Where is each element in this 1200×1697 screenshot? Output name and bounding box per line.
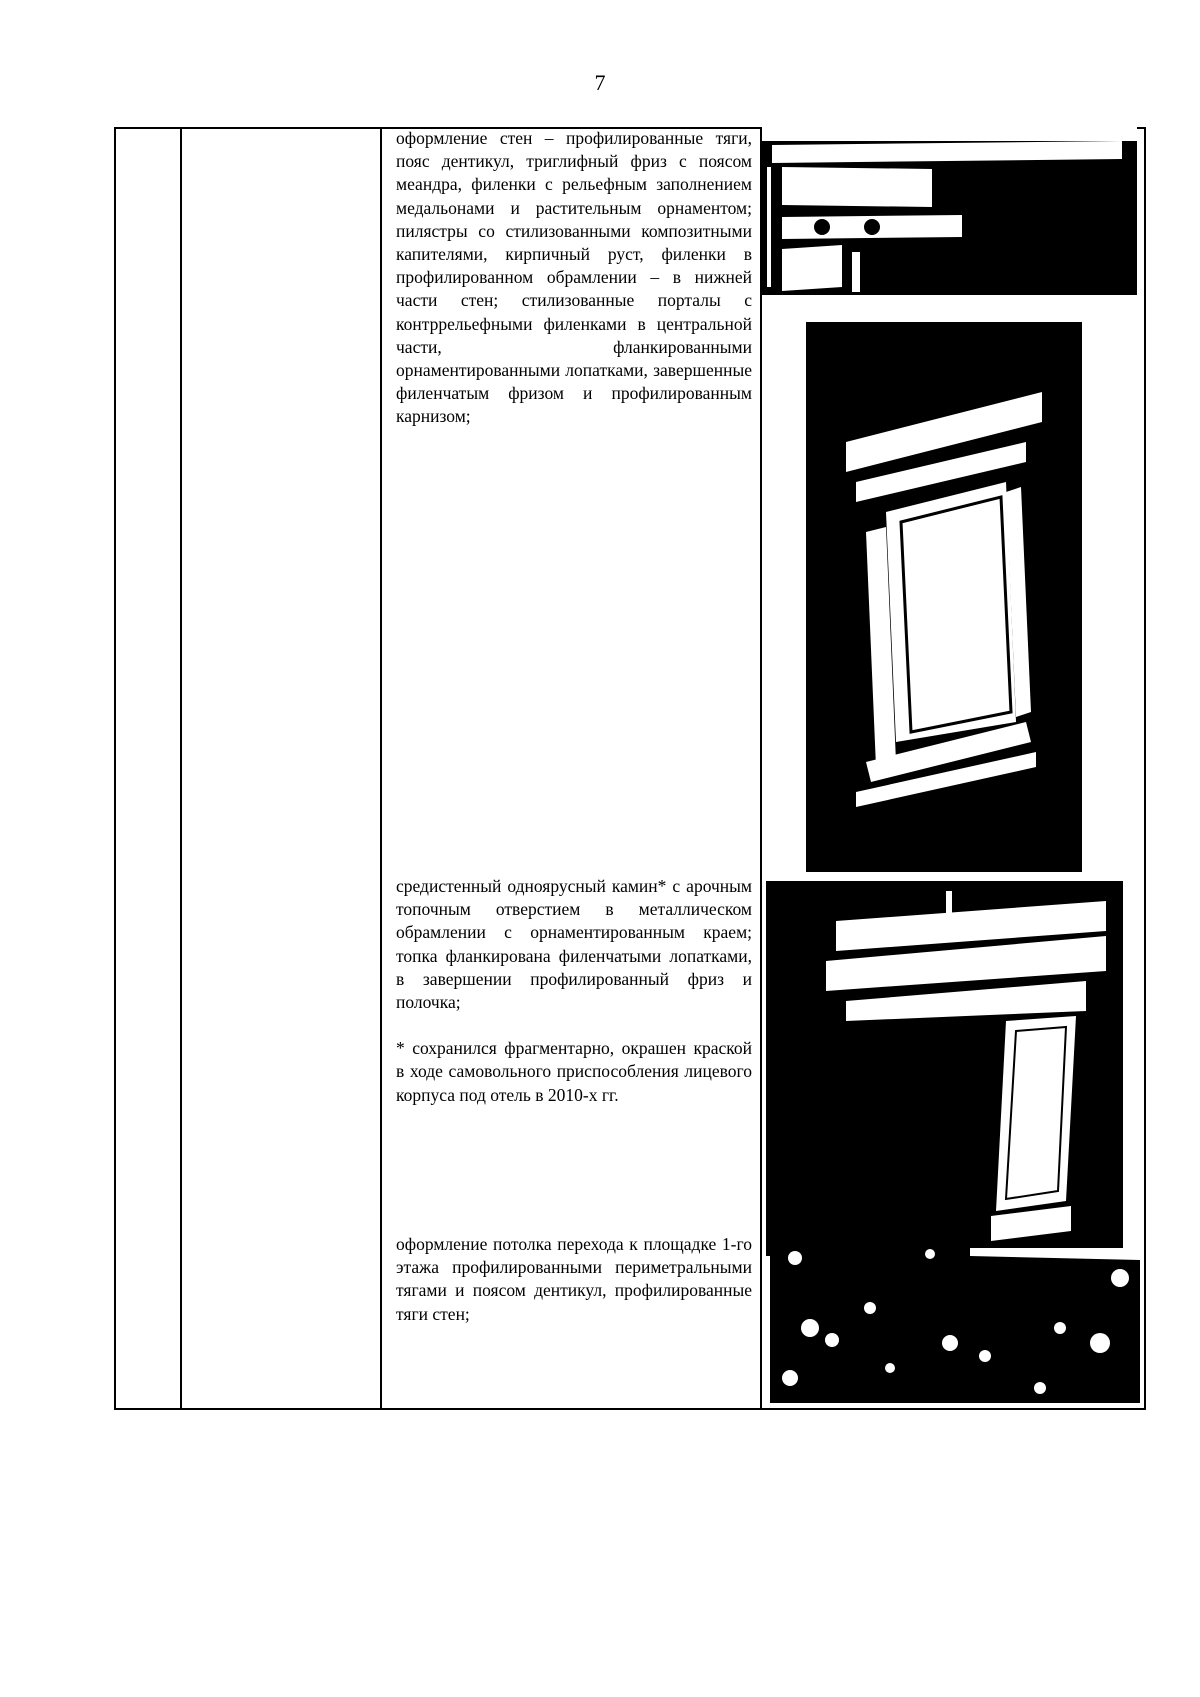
wall-decoration-photo xyxy=(762,127,1137,295)
page-number: 7 xyxy=(594,70,606,95)
column-divider xyxy=(180,129,182,1408)
column-divider xyxy=(760,129,762,1408)
row-2-note: * сохранился фрагментарно, окрашен краской в ходе самовольного приспособления лицевого корпуса под отель в 2010-х гг. xyxy=(396,1038,752,1105)
ceiling-photo xyxy=(770,1248,1140,1403)
row-2-description: средистенный одноярусный камин* с арочным топочным отверстием в металлическом обрамлении с орнаментированным краем; топка фланкирована филенчатыми лопатками, в завершении профилированный фриз и полочка; xyxy=(396,876,752,1013)
row-3-description: оформление потолка перехода к площадке 1-го этажа профилированными периметральными тягами и поясом дентикул, профилированные тяги стен; xyxy=(396,1234,752,1324)
description-cell xyxy=(396,127,752,429)
fireplace-photo xyxy=(766,881,1123,1256)
description-cell xyxy=(396,875,752,1107)
portal-photo xyxy=(806,322,1082,872)
row-1-description: оформление стен – профилированные тяги, пояс дентикул, триглифный фриз с поясом меандра, филенки с рельефным заполнением медальонами и растительным орнаментом; пилястры со стилизованными композитными капителями, кирпичный руст, филенки в профилированном обрамлении – в нижней части стен; стилизованные порталы с контррельефными филенками в центральной части, фланкированными орнаментированными лопатками, завершенные филенчатым фризом и профилированным карнизом; xyxy=(396,128,752,427)
description-cell xyxy=(396,1233,752,1326)
column-divider xyxy=(380,129,382,1408)
monument-subject-table xyxy=(114,127,1146,1410)
